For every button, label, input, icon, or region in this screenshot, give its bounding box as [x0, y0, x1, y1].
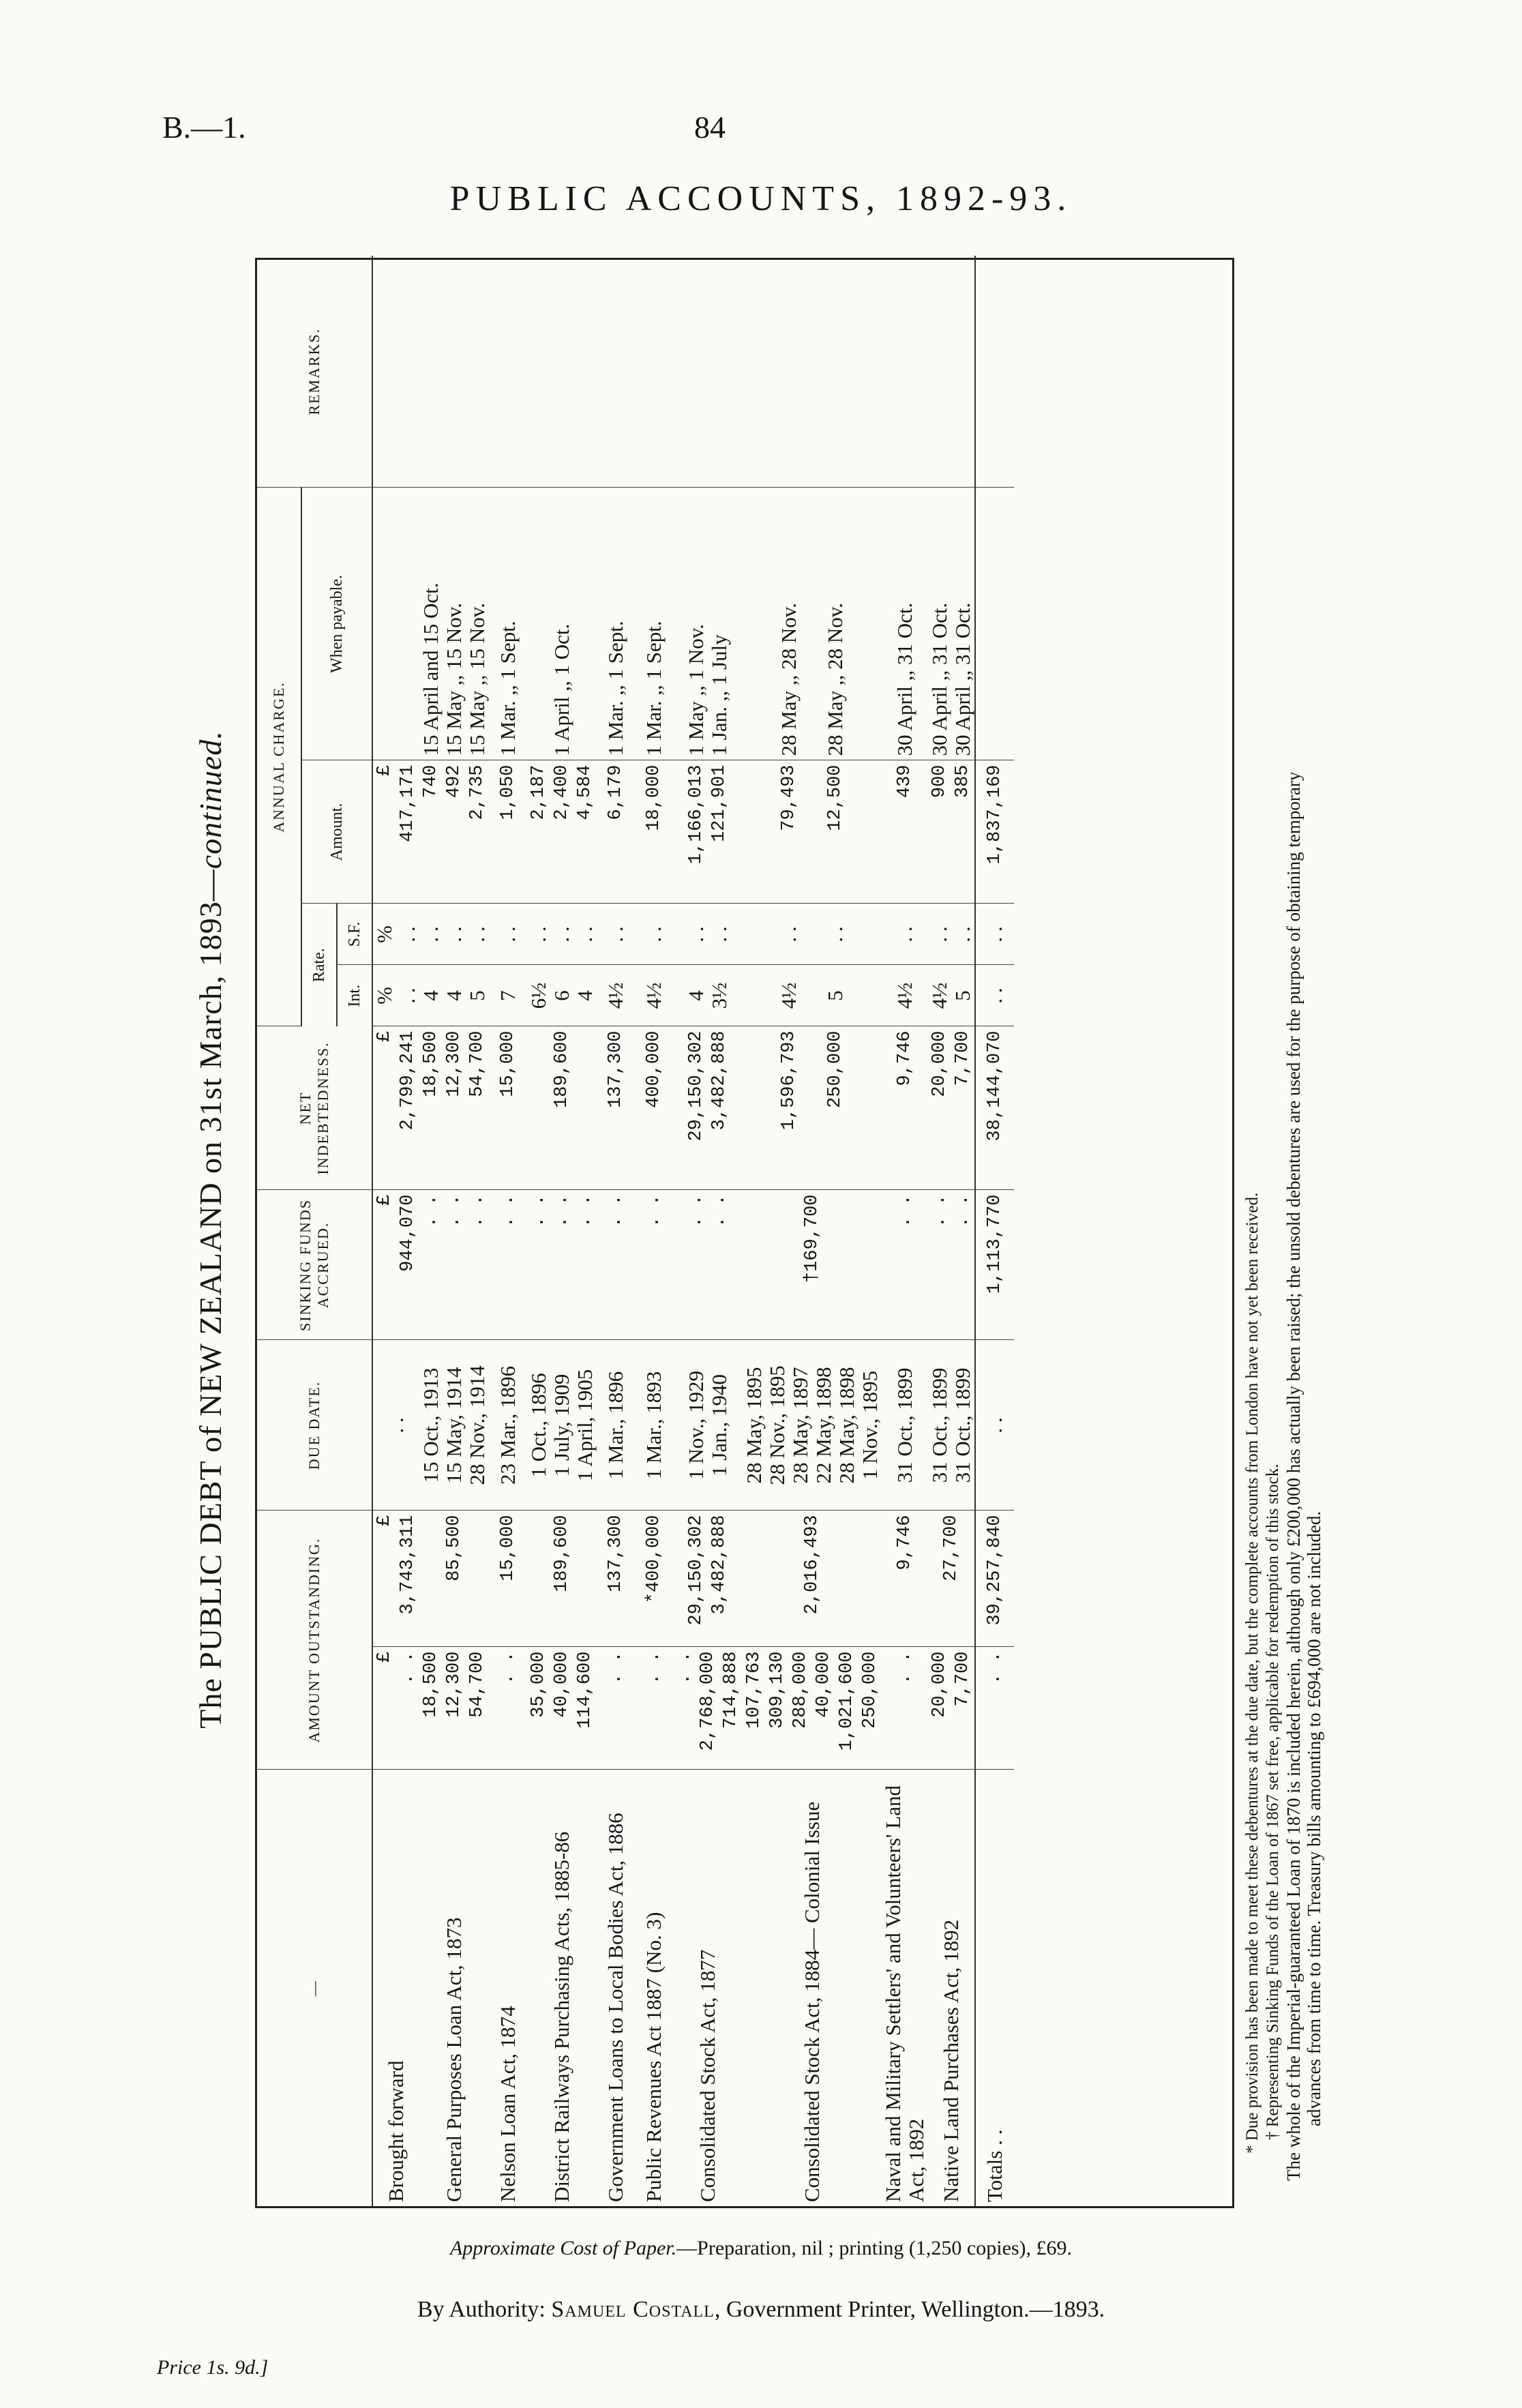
annual-amount-cell: 6,179: [597, 760, 635, 904]
table-row: [597, 256, 635, 2206]
when-payable-cell: [372, 488, 419, 760]
table-row: [419, 256, 489, 2206]
table-title: The PUBLIC DEBT of NEW ZEALAND on 31st March, 1893—continued.: [193, 730, 228, 1729]
amount-total-cell: *400,000: [635, 1511, 673, 1647]
annual-amount-cell: 439: [882, 760, 928, 904]
sinking-funds-cell: . . . .: [673, 1190, 743, 1340]
amount-parts-cell: 35,000 40,000 114,600: [527, 1647, 597, 1770]
remarks-cell: [673, 256, 743, 488]
interest-rate-cell: 7: [489, 965, 527, 1026]
col-header-sinking-funds: SINKING FUNDS ACCRUED.: [257, 1190, 372, 1340]
amount-parts-cell: . .: [635, 1647, 673, 1770]
when-payable-cell: 1 Mar. ,, 1 Sept.: [489, 488, 527, 760]
page-title: PUBLIC ACCOUNTS, 1892-93.: [449, 179, 1073, 218]
col-header-int: Int.: [337, 965, 372, 1026]
interest-rate-cell: 6½ 6 4: [527, 965, 597, 1026]
sf-rate-cell: . . . . . .: [527, 904, 597, 965]
amount-total-cell: 27,700: [928, 1511, 975, 1647]
amount-parts-cell: 20,000 7,700: [928, 1647, 975, 1770]
sinking-funds-cell: . .: [882, 1190, 928, 1340]
remarks-cell: [527, 256, 597, 488]
row-description: Naval and Military Settlers' and Volunteers' Land Act, 1892: [881, 1785, 928, 2202]
debt-table-frame: [255, 258, 1234, 2208]
sinking-funds-cell: . . . .: [928, 1190, 975, 1340]
row-description: District Railways Purchasing Acts, 1885-86: [550, 1831, 573, 2202]
amount-total-cell: 137,300: [597, 1511, 635, 1647]
net-indebtedness-cell: 137,300: [597, 1026, 635, 1190]
due-date-cell: . .: [975, 1340, 1014, 1511]
annual-amount-cell: 2,187 2,400 4,584: [527, 760, 597, 904]
due-date-cell: 1 Mar., 1893: [635, 1340, 673, 1511]
amount-total-cell: 39,257,840: [975, 1511, 1014, 1647]
due-date-cell: 1 Mar., 1896: [597, 1340, 635, 1511]
interest-rate-cell: 4½ 5: [743, 965, 882, 1026]
footnote: † Representing Sinking Funds of the Loan of 1867 set free, applicable for redemption of this stock.: [1264, 1463, 1282, 2140]
sinking-funds-cell: . .: [597, 1190, 635, 1340]
row-description: Nelson Loan Act, 1874: [496, 2006, 520, 2202]
sinking-funds-cell: . . . . . .: [527, 1190, 597, 1340]
page-number: 84: [694, 110, 726, 145]
sinking-funds-cell: . .: [635, 1190, 673, 1340]
price-note: Price 1s. 9d.]: [157, 2356, 269, 2379]
page-reference: B.—1.: [162, 110, 246, 145]
remarks-cell: [419, 256, 489, 488]
table-row: [489, 256, 527, 2206]
amount-parts-cell: 107,763 309,130 288,000 40,000 1,021,600 250,000: [743, 1647, 882, 1770]
net-indebtedness-cell: £ 2,799,241: [372, 1026, 419, 1190]
annual-amount-cell: 900 385: [928, 760, 975, 904]
remarks-cell: [597, 256, 635, 488]
interest-rate-cell: 4½: [597, 965, 635, 1026]
sinking-funds-cell: . . . . . .: [419, 1190, 489, 1340]
sf-rate-cell: . . . .: [673, 904, 743, 965]
sf-rate-cell: . . . .: [743, 904, 882, 965]
due-date-cell: 1 Oct., 1896 1 July, 1909 1 April, 1905: [527, 1340, 597, 1511]
table-row: [673, 256, 743, 2206]
annual-amount-cell: 740 492 2,735: [419, 760, 489, 904]
public-debt-table: [257, 256, 1014, 2206]
sinking-funds-cell: †169,700: [743, 1190, 882, 1340]
sf-rate-cell: % . .: [372, 904, 419, 965]
printer-authority: By Authority: Samuel Costall, Government Printer, Wellington.—1893.: [417, 2297, 1105, 2322]
annual-amount-cell: 18,000: [635, 760, 673, 904]
remarks-cell: [975, 256, 1014, 488]
when-payable-cell: 28 May ,, 28 Nov. 28 May ,, 28 Nov.: [743, 488, 882, 760]
interest-rate-cell: 4 3½: [673, 965, 743, 1026]
interest-rate-cell: % . .: [372, 965, 419, 1026]
sf-rate-cell: . .: [975, 904, 1014, 965]
col-header-sf: S.F.: [337, 904, 372, 965]
col-header-net-indebtedness: NET INDEBTEDNESS.: [257, 1026, 372, 1190]
footnote: The whole of the Imperial-guaranteed Loan of 1870 is included herein, although only £200,000 has actually been raised; the unsold debentures are used for the purpose of obtaining temporary: [1283, 771, 1304, 2181]
table-row: [372, 256, 419, 2206]
sinking-funds-cell: £ 944,070: [372, 1190, 419, 1340]
amount-total-cell: 189,600: [527, 1511, 597, 1647]
sinking-funds-cell: 1,113,770: [975, 1190, 1014, 1340]
amount-parts-cell: . .: [489, 1647, 527, 1770]
annual-amount-cell: 1,837,169: [975, 760, 1014, 904]
sinking-funds-cell: . .: [489, 1190, 527, 1340]
row-description: Totals . .: [975, 1770, 1014, 2206]
cost-of-paper-note: Approximate Cost of Paper.—Preparation, nil ; printing (1,250 copies), £69.: [449, 2237, 1073, 2259]
row-description: Native Land Purchases Act, 1892: [939, 1919, 963, 2202]
when-payable-cell: 30 April ,, 31 Oct.: [882, 488, 928, 760]
amount-parts-cell: 18,500 12,300 54,700: [419, 1647, 489, 1770]
col-header-annual-charge: ANNUAL CHARGE.: [257, 488, 301, 1026]
row-description: Consolidated Stock Act, 1877: [696, 1949, 719, 2202]
annual-amount-cell: 1,166,013 121,901: [673, 760, 743, 904]
footnote: advances from time to time. Treasury bills amounting to £694,000 are not included.: [1304, 1511, 1324, 2126]
due-date-cell: 28 May, 1895 28 Nov., 1895 28 May, 1897 22 May, 1898 28 May, 1898 1 Nov., 1895: [743, 1340, 882, 1511]
due-date-cell: 31 Oct., 1899: [882, 1340, 928, 1511]
amount-total-cell: 9,746: [882, 1511, 928, 1647]
amount-parts-cell: . . 2,768,000 714,888: [673, 1647, 743, 1770]
net-indebtedness-cell: 20,000 7,700: [928, 1026, 975, 1190]
sf-rate-cell: . .: [635, 904, 673, 965]
remarks-cell: [928, 256, 975, 488]
due-date-cell: 23 Mar., 1896: [489, 1340, 527, 1511]
amount-total-cell: £ 3,743,311: [372, 1511, 419, 1647]
due-date-cell: 31 Oct., 1899 31 Oct., 1899: [928, 1340, 975, 1511]
col-header-due-date: DUE DATE.: [257, 1340, 372, 1511]
annual-amount-cell: 79,493 12,500: [743, 760, 882, 904]
remarks-cell: [882, 256, 928, 488]
amount-parts-cell: . .: [597, 1647, 635, 1770]
when-payable-cell: 15 April and 15 Oct. 15 May ,, 15 Nov. 15 May ,, 15 Nov.: [419, 488, 489, 760]
amount-parts-cell: . .: [882, 1647, 928, 1770]
col-header-when-payable: When payable.: [301, 488, 372, 760]
col-header-rate: Rate.: [301, 904, 337, 1026]
amount-total-cell: 85,500: [419, 1511, 489, 1647]
due-date-cell: 1 Nov., 1929 1 Jan., 1940: [673, 1340, 743, 1511]
sf-rate-cell: . .: [882, 904, 928, 965]
due-date-cell: 15 Oct., 1913 15 May, 1914 28 Nov., 1914: [419, 1340, 489, 1511]
col-header-amount-outstanding: AMOUNT OUTSTANDING.: [257, 1511, 372, 1770]
net-indebtedness-cell: 9,746: [882, 1026, 928, 1190]
footnote: * Due provision has been made to meet these debentures at the due date, but the complete accounts from London have not yet been received.: [1243, 1192, 1262, 2154]
table-row: [527, 256, 597, 2206]
net-indebtedness-cell: 38,144,070: [975, 1026, 1014, 1190]
table-row: [882, 256, 928, 2206]
amount-parts-cell: . .: [975, 1647, 1014, 1770]
amount-parts-cell: £ . .: [372, 1647, 419, 1770]
amount-total-cell: 2,016,493: [743, 1511, 882, 1647]
net-indebtedness-cell: 400,000: [635, 1026, 673, 1190]
when-payable-cell: 1 May ,, 1 Nov. 1 Jan. ,, 1 July: [673, 488, 743, 760]
amount-total-cell: 29,150,302 3,482,888: [673, 1511, 743, 1647]
net-indebtedness-cell: 29,150,302 3,482,888: [673, 1026, 743, 1190]
annual-amount-cell: 1,050: [489, 760, 527, 904]
sf-rate-cell: . .: [489, 904, 527, 965]
remarks-cell: [372, 256, 419, 488]
row-description: Brought forward: [384, 2060, 408, 2202]
interest-rate-cell: . .: [975, 965, 1014, 1026]
annual-amount-cell: £ 417,171: [372, 760, 419, 904]
amount-total-cell: 15,000: [489, 1511, 527, 1647]
sf-rate-cell: . . . .: [928, 904, 975, 965]
when-payable-cell: [975, 488, 1014, 760]
sf-rate-cell: . .: [597, 904, 635, 965]
when-payable-cell: 1 Mar. ,, 1 Sept.: [597, 488, 635, 760]
interest-rate-cell: 4½: [635, 965, 673, 1026]
row-description: Government Loans to Local Bodies Act, 1886: [603, 1813, 627, 2202]
row-description: Public Revenues Act 1887 (No. 3): [642, 1912, 666, 2202]
sf-rate-cell: . . . . . .: [419, 904, 489, 965]
net-indebtedness-cell: 15,000: [489, 1026, 527, 1190]
interest-rate-cell: 4 4 5: [419, 965, 489, 1026]
rotated-debt-table-block: [192, 251, 1324, 2208]
table-row: [928, 256, 975, 2206]
table-row: [743, 256, 882, 2206]
when-payable-cell: 30 April ,, 31 Oct. 30 April ,, 31 Oct.: [928, 488, 975, 760]
totals-row: [975, 256, 1014, 2206]
net-indebtedness-cell: 189,600: [527, 1026, 597, 1190]
table-footnotes: [1242, 271, 1324, 2181]
net-indebtedness-cell: 18,500 12,300 54,700: [419, 1026, 489, 1190]
when-payable-cell: 1 Mar. ,, 1 Sept.: [635, 488, 673, 760]
table-row: [635, 256, 673, 2206]
col-header-remarks: REMARKS.: [257, 256, 372, 488]
when-payable-cell: 1 April ,, 1 Oct.: [527, 488, 597, 760]
interest-rate-cell: 4½ 5: [928, 965, 975, 1026]
net-indebtedness-cell: 1,596,793 250,000: [743, 1026, 882, 1190]
col-header-amount: Amount.: [301, 760, 372, 904]
row-description: General Purposes Loan Act, 1873: [442, 1917, 466, 2202]
row-description: Consolidated Stock Act, 1884— Colonial Issue: [800, 1801, 824, 2202]
remarks-cell: [635, 256, 673, 488]
remarks-cell: [743, 256, 882, 488]
col-header-description: —: [257, 1770, 372, 2206]
due-date-cell: . .: [372, 1340, 419, 1511]
interest-rate-cell: 4½: [882, 965, 928, 1026]
remarks-cell: [489, 256, 527, 488]
